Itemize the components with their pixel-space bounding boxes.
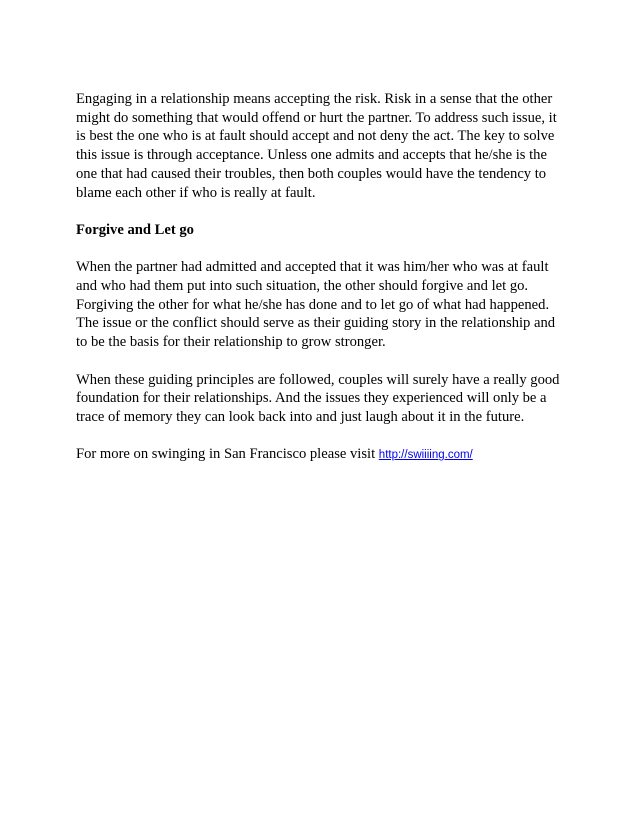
website-link[interactable]: http://swiiiing.com/ bbox=[378, 449, 473, 462]
intro-paragraph: Engaging in a relationship means accepting the risk. Risk in a sense that the other might do something that would offend or hurt the partner. To address such issue, it is best the one who is at fault should accept and not deny the act. The key to solve this issue is through acceptance. Unless one admits and accepts that he/she is the one that had caused their troubles, then both couples would have the tendency to blame each other if who is really at fault. bbox=[76, 91, 557, 201]
section-heading: Forgive and Let go bbox=[76, 221, 194, 238]
body-paragraph-2: When these guiding principles are followed, couples will surely have a really good foundation for their relationships. And the issues they experienced will only be a trace of memory they can look back into and just laugh about it in the future. bbox=[76, 371, 560, 425]
visit-line bbox=[76, 445, 566, 465]
body-paragraph-1: When the partner had admitted and accepted that it was him/her who was at fault and who had them put into such situation, the other should forgive and let go. Forgiving the other for what he/she has done and to let go of what had happened. The issue or the conflict should serve as their guiding story in the relationship and to be the basis for their relationship to grow stronger. bbox=[76, 259, 556, 351]
visit-text: For more on swinging in San Francisco please visit bbox=[76, 446, 379, 463]
document-page bbox=[76, 90, 566, 484]
